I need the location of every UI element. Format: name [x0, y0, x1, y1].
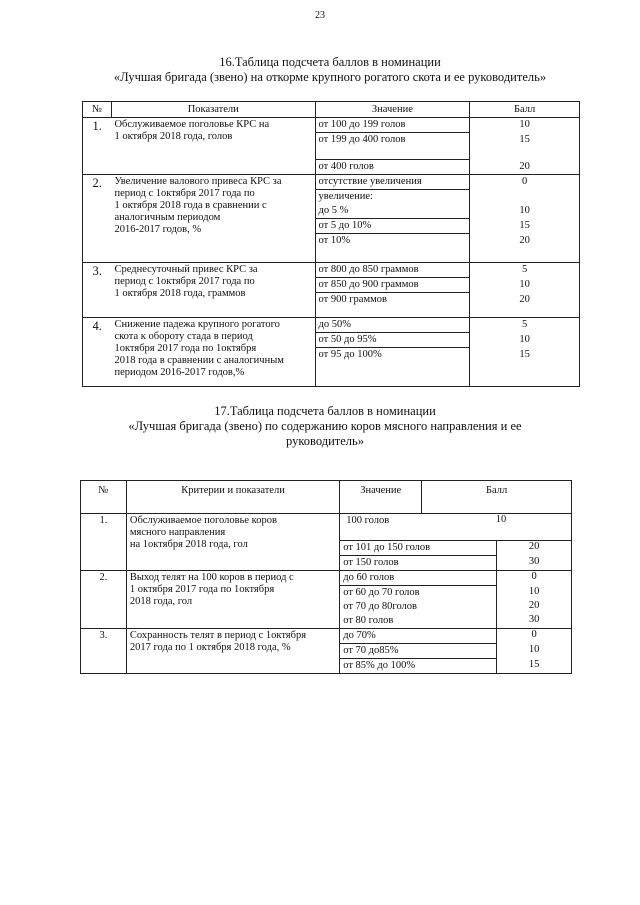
- value-score-pair: [340, 541, 571, 556]
- score-cell: 10: [495, 514, 507, 525]
- header-value: Значение: [340, 481, 422, 514]
- table-row: [83, 118, 580, 133]
- value-cell: от 101 до 150 голов: [340, 541, 497, 556]
- indicator-line: период с 1октября 2017 года по: [114, 188, 255, 199]
- score-cell: 30: [528, 614, 540, 625]
- indicator-cell: [111, 318, 315, 387]
- score-cell: 10: [519, 205, 530, 216]
- indicator-line: на 1октября 2018 года, гол: [129, 539, 248, 550]
- indicator-line: 1 октября 2018 года, голов: [114, 131, 233, 142]
- table-17-title-line3: руководитель»: [286, 434, 364, 448]
- indicator-cell: [111, 175, 315, 263]
- table-header-row: [81, 481, 572, 514]
- score-cell: 10: [528, 586, 540, 597]
- score-cell: 0: [531, 629, 537, 640]
- score-cell: 10: [519, 278, 530, 290]
- value-score-cell: [340, 614, 572, 629]
- header-criteria: Критерии и показатели: [126, 481, 339, 514]
- value-cell: до 60 голов: [340, 571, 497, 586]
- value-score-pair: [340, 586, 571, 600]
- value-cell: от 5 до 10%: [315, 219, 470, 234]
- score-cell: 10: [528, 644, 540, 655]
- score-cell: 20: [528, 541, 540, 552]
- score-cell: 15: [519, 133, 530, 145]
- score-cell: 5: [521, 319, 528, 330]
- value-score-pair: [340, 629, 571, 644]
- indicator-line: 1 октября 2018 года в сравнении с: [114, 200, 267, 211]
- value-score-pair: [340, 514, 571, 540]
- row-number: 3.: [81, 629, 127, 674]
- indicator-cell: [111, 263, 315, 318]
- table-17-title: [90, 404, 560, 449]
- header-value: Значение: [315, 102, 470, 118]
- value-score-cell: [340, 659, 572, 674]
- value-score-pair: [340, 556, 571, 570]
- value-score-cell: [340, 514, 572, 541]
- table-17-title-line1: 17.Таблица подсчета баллов в номинации: [214, 404, 436, 418]
- value-cell: от 150 голов: [340, 556, 497, 570]
- value-score-cell: [340, 629, 572, 645]
- table-row: [81, 571, 572, 587]
- value-score-cell: [340, 586, 572, 600]
- indicator-line: Обслуживаемое поголовье КРС на: [114, 119, 270, 130]
- score-cell: 30: [528, 556, 540, 567]
- indicator-cell: [126, 571, 339, 629]
- table-row: [81, 629, 572, 645]
- indicator-line: 2016-2017 годов, %: [114, 224, 202, 235]
- value-cell: до 50%: [315, 318, 470, 333]
- value-cell: от 10%: [315, 234, 470, 263]
- score-cell: [470, 190, 580, 205]
- value-cell: от 50 до 95%: [315, 333, 470, 348]
- score-cell: 15: [519, 219, 530, 231]
- score-cell: 10: [519, 333, 530, 345]
- row-number: 2.: [83, 175, 112, 263]
- indicator-line: Среднесуточный привес КРС за: [114, 264, 258, 275]
- table-16-title-line1: 16.Таблица подсчета баллов в номинации: [219, 55, 441, 69]
- indicator-line: 2018 года в сравнении с аналогичным: [114, 355, 284, 366]
- score-cell: 15: [519, 348, 530, 360]
- indicator-cell: [126, 514, 339, 571]
- indicator-line: 2018 года, гол: [129, 596, 193, 607]
- indicator-line: Снижение падежа крупного рогатого: [114, 319, 280, 330]
- row-number: 3.: [83, 263, 112, 318]
- header-number: №: [83, 102, 112, 118]
- value-cell: до 5 %: [315, 204, 470, 219]
- indicator-line: 1октября 2017 года по 1октября: [114, 343, 257, 354]
- value-cell: от 400 голов: [315, 160, 470, 175]
- indicator-line: Обслуживаемое поголовье коров: [129, 515, 277, 526]
- indicator-line: мясного направления: [129, 527, 226, 538]
- value-cell: от 80 голов: [340, 614, 497, 628]
- value-cell: 100 голов: [346, 515, 390, 526]
- value-cell: от 199 до 400 голов: [315, 133, 470, 160]
- header-number: №: [98, 485, 109, 496]
- row-number: 1.: [81, 514, 127, 571]
- indicator-line: Сохранность телят в период с 1октября: [129, 630, 307, 641]
- value-cell: до 70%: [340, 629, 497, 644]
- score-cell: 0: [531, 571, 537, 582]
- score-cell: 0: [521, 176, 528, 187]
- page-number: 23: [315, 10, 325, 21]
- value-score-cell: [340, 571, 572, 587]
- score-cell: 20: [528, 600, 540, 611]
- score-cell: 5: [521, 264, 528, 275]
- value-score-cell: [340, 541, 572, 557]
- indicator-cell: [111, 118, 315, 175]
- indicator-line: Выход телят на 100 коров в период с: [129, 572, 294, 583]
- table-header-row: [83, 102, 580, 118]
- value-score-pair: [340, 644, 571, 659]
- score-cell: 15: [528, 659, 540, 670]
- table-17-title-line2: «Лучшая бригада (звено) по содержанию коров мясного направления и ее: [128, 419, 522, 433]
- value-score-pair: [340, 571, 571, 586]
- header-score: Балл: [470, 102, 580, 118]
- indicator-line: периодом 2016-2017 годов,%: [114, 367, 245, 378]
- indicator-line: период с 1октября 2017 года по: [114, 276, 255, 287]
- value-score-pair: [340, 600, 571, 614]
- value-cell: увеличение:: [315, 190, 470, 205]
- indicator-cell: [126, 629, 339, 674]
- value-cell: от 800 до 850 граммов: [315, 263, 470, 278]
- header-indicators: Показатели: [111, 102, 315, 118]
- value-score-pair: [340, 659, 571, 673]
- value-cell: от 850 до 900 граммов: [315, 278, 470, 293]
- row-number: 1.: [83, 118, 112, 175]
- indicator-line: 1 октября 2018 года, граммов: [114, 288, 246, 299]
- score-cell: 20: [470, 234, 580, 263]
- value-score-pair: [340, 614, 571, 628]
- score-cell: 10: [519, 119, 530, 130]
- value-cell: от 70 до85%: [340, 644, 497, 659]
- indicator-line: 2017 года по 1 октября 2018 года, %: [129, 642, 291, 653]
- value-score-cell: [340, 600, 572, 614]
- value-cell: от 60 до 70 голов: [340, 586, 497, 600]
- table-row: [81, 514, 572, 541]
- value-cell: отсутствие увеличения: [315, 175, 470, 190]
- value-score-cell: [340, 556, 572, 571]
- indicator-line: 1 октября 2017 года по 1октября: [129, 584, 275, 595]
- table-17: [80, 480, 572, 674]
- indicator-line: Увеличение валового привеса КРС за: [114, 176, 282, 187]
- value-cell: от 100 до 199 голов: [315, 118, 470, 133]
- row-number: 4.: [92, 319, 102, 333]
- table-row: [83, 318, 580, 333]
- value-cell: от 95 до 100%: [315, 348, 470, 387]
- table-16: [82, 101, 580, 387]
- table-row: [83, 175, 580, 190]
- table-16-title: [60, 55, 600, 85]
- table-row: [83, 263, 580, 278]
- header-score: Балл: [422, 481, 572, 514]
- value-cell: от 85% до 100%: [340, 659, 497, 673]
- score-cell: 20: [470, 293, 580, 318]
- indicator-line: аналогичным периодом: [114, 212, 221, 223]
- row-number: 2.: [81, 571, 127, 629]
- score-cell: 20: [470, 160, 580, 175]
- value-cell: от 70 до 80голов: [340, 600, 497, 614]
- indicator-line: скота к обороту стада в период: [114, 331, 253, 342]
- value-cell: от 900 граммов: [315, 293, 470, 318]
- value-score-cell: [340, 644, 572, 659]
- table-16-title-line2: «Лучшая бригада (звено) на откорме крупного рогатого скота и ее руководитель»: [113, 70, 547, 84]
